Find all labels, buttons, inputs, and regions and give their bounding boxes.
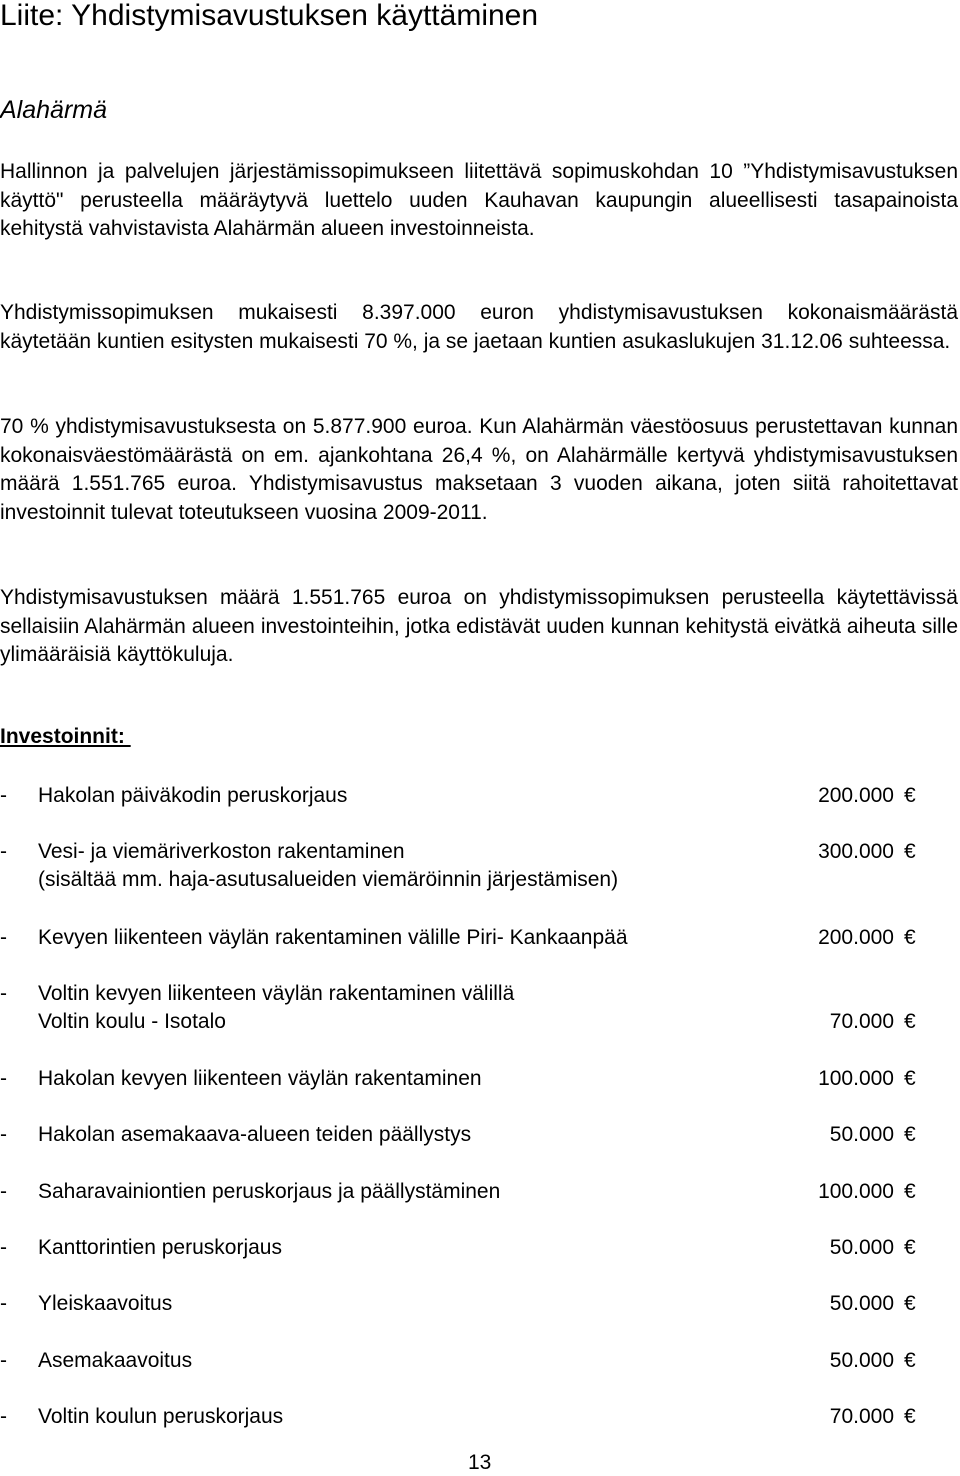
list-dash: - <box>0 1405 7 1428</box>
investment-amount: 200.000 <box>818 784 894 807</box>
list-dash: - <box>0 1067 7 1090</box>
investment-note: (sisältää mm. haja-asutusalueiden viemäröinnin järjestämisen) <box>38 868 619 891</box>
investment-item <box>0 1347 960 1375</box>
investment-label: Saharavainiontien peruskorjaus ja päällystäminen <box>38 1180 501 1203</box>
euro-sign: € <box>904 1349 916 1372</box>
document-title: Liite: Yhdistymisavustuksen käyttäminen <box>0 0 539 32</box>
investment-label: Kevyen liikenteen väylän rakentaminen välille Piri- Kankaanpää <box>38 926 628 949</box>
investment-item <box>0 1065 960 1093</box>
euro-sign: € <box>904 1180 916 1203</box>
investment-label-continuation: Voltin koulu - Isotalo <box>38 1010 226 1033</box>
investment-label: Hakolan päiväkodin peruskorjaus <box>38 784 348 807</box>
investments-heading: Investoinnit: <box>0 725 131 748</box>
investment-label: Asemakaavoitus <box>38 1349 193 1372</box>
list-dash: - <box>0 1180 7 1203</box>
investment-item <box>0 980 960 1008</box>
list-dash: - <box>0 784 7 807</box>
paragraph-share: 70 % yhdistymisavustuksesta on 5.877.900 euroa. Kun Alahärmän väestöosuus perustettavan kunnan kokonaisväestömäärästä on em. ajankohtana 26,4 %, on Alahärmälle kertyvä yhdistymisavustuksen määrä 1.551.765 euroa. Yhdistymisavustus maksetaan 3 vuoden aikana, joten siitä rahoitettavat investoinnit tulevat toteutukseen vuosina 2009-2011. <box>0 415 958 524</box>
investment-label: Hakolan asemakaava-alueen teiden päällystys <box>38 1123 472 1146</box>
paragraph-intro: Hallinnon ja palvelujen järjestämissopimukseen liitettävä sopimuskohdan 10 ”Yhdistymisavustuksen käyttö" perusteella määräytyvä luettelo uuden Kauhavan kaupungin alueellisesti tasapainoista kehitystä vahvistavista Alahärmän alueen investoinneista. <box>0 160 958 241</box>
section-subtitle: Alahärmä <box>0 96 107 124</box>
euro-sign: € <box>904 1236 916 1259</box>
investment-amount: 100.000 <box>818 1180 894 1203</box>
investment-continuation-line <box>0 1008 960 1036</box>
euro-sign: € <box>904 1010 916 1033</box>
investment-item <box>0 1403 960 1431</box>
euro-sign: € <box>904 1292 916 1315</box>
list-dash: - <box>0 1236 7 1259</box>
investment-amount: 100.000 <box>818 1067 894 1090</box>
investment-amount: 50.000 <box>829 1123 894 1146</box>
investment-label: Hakolan kevyen liikenteen väylän rakentaminen <box>38 1067 482 1090</box>
investment-item <box>0 1290 960 1318</box>
investment-amount: 50.000 <box>829 1292 894 1315</box>
list-dash: - <box>0 1292 7 1315</box>
list-dash: - <box>0 840 7 863</box>
euro-sign: € <box>904 1067 916 1090</box>
euro-sign: € <box>904 784 916 807</box>
investment-amount: 70.000 <box>829 1010 894 1033</box>
paragraph-usage: Yhdistymisavustuksen määrä 1.551.765 euroa on yhdistymissopimuksen perusteella käytettävissä sellaisiin Alahärmän alueen investointeihin, jotka edistävät uuden kunnan kehitystä eivätkä aiheuta sille ylimääräisiä käyttökuluja. <box>0 586 958 667</box>
investment-label: Yleiskaavoitus <box>38 1292 173 1315</box>
euro-sign: € <box>904 840 916 863</box>
list-dash: - <box>0 1123 7 1146</box>
investment-label: Vesi- ja viemäriverkoston rakentaminen <box>38 840 405 863</box>
list-dash: - <box>0 1349 7 1372</box>
investment-amount: 70.000 <box>829 1405 894 1428</box>
euro-sign: € <box>904 926 916 949</box>
investment-note-line <box>0 866 960 894</box>
investment-amount: 50.000 <box>829 1349 894 1372</box>
investment-item <box>0 924 960 952</box>
investment-item <box>0 1121 960 1149</box>
list-dash: - <box>0 926 7 949</box>
investment-amount: 300.000 <box>818 840 894 863</box>
euro-sign: € <box>904 1405 916 1428</box>
euro-sign: € <box>904 1123 916 1146</box>
investment-item <box>0 782 960 810</box>
list-dash: - <box>0 982 7 1005</box>
paragraph-allocation: Yhdistymissopimuksen mukaisesti 8.397.000 euron yhdistymisavustuksen kokonaismäärästä käytetään kuntien esitysten mukaisesti 70 %, ja se jaetaan kuntien asukaslukujen 31.12.06 suhteessa. <box>0 301 958 353</box>
page-number: 13 <box>468 1451 492 1474</box>
investment-item <box>0 838 960 866</box>
investment-amount: 200.000 <box>818 926 894 949</box>
investment-label: Voltin koulun peruskorjaus <box>38 1405 284 1428</box>
investment-item <box>0 1178 960 1206</box>
investment-item <box>0 1234 960 1262</box>
investment-label: Kanttorintien peruskorjaus <box>38 1236 282 1259</box>
investment-amount: 50.000 <box>829 1236 894 1259</box>
investment-label: Voltin kevyen liikenteen väylän rakentaminen välillä <box>38 982 515 1005</box>
